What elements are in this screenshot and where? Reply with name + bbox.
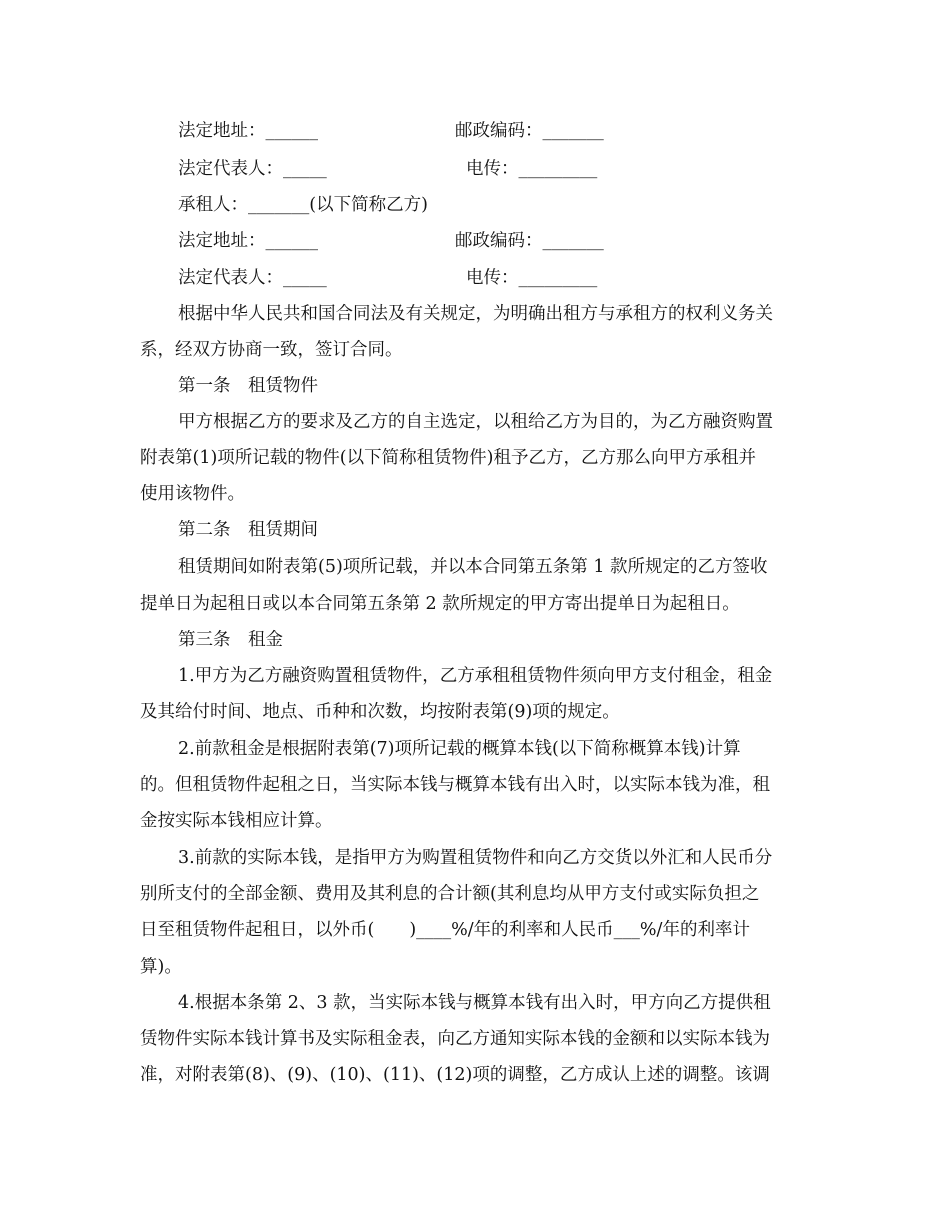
lessee-fax: 电传：_________: [466, 268, 598, 288]
article-3-clause-3-line-2: 别所支付的全部金额、费用及其利息的合计额(其利息均从甲方支付或实际负担之: [140, 884, 760, 904]
intro-line-2: 系，经双方协商一致，签订合同。: [140, 340, 403, 360]
article-3-clause-2-line-2: 的。但租赁物件起租之日，当实际本钱与概算本钱有出入时，以实际本钱为准，租: [140, 775, 770, 795]
article-3-clause-3-line-1: 3.前款的实际本钱，是指甲方为购置租赁物件和向乙方交货以外汇和人民币分: [178, 848, 773, 868]
article-2-line-2: 提单日为起租日或以本合同第五条第 2 款所规定的甲方寄出提单日为起租日。: [140, 594, 740, 614]
lessor-address: 法定地址：______: [178, 121, 318, 141]
article-3-clause-1-line-1: 1.甲方为乙方融资购置租赁物件，乙方承租租赁物件须向甲方支付租金，租金: [178, 666, 773, 686]
article-3-clause-2-line-3: 金按实际本钱相应计算。: [140, 811, 333, 831]
lessee-representative: 法定代表人：_____: [178, 268, 327, 288]
article-3-clause-4-line-2: 赁物件实际本钱计算书及实际租金表，向乙方通知实际本钱的金额和以实际本钱为: [140, 1029, 770, 1049]
article-1-line-3: 使用该物件。: [140, 484, 245, 504]
article-3-clause-3-line-4: 算)。: [140, 957, 182, 977]
lessee-line: 承租人：_______(以下简称乙方): [178, 195, 428, 215]
article-3-title: 第三条 租金: [178, 630, 283, 650]
lessor-fax: 电传：_________: [466, 159, 598, 179]
lessor-representative: 法定代表人：_____: [178, 159, 327, 179]
article-3-clause-1-line-2: 及其给付时间、地点、币种和次数，均按附表第(9)项的规定。: [140, 702, 620, 722]
article-1-line-1: 甲方根据乙方的要求及乙方的自主选定，以租给乙方为目的，为乙方融资购置: [178, 412, 773, 432]
article-2-line-1: 租赁期间如附表第(5)项所记载，并以本合同第五条第 1 款所规定的乙方签收: [178, 557, 768, 577]
article-1-title: 第一条 租赁物件: [178, 376, 318, 396]
lessee-postcode: 邮政编码：_______: [455, 231, 604, 251]
article-2-title: 第二条 租赁期间: [178, 520, 318, 540]
article-3-clause-4-line-1: 4.根据本条第 2、3 款，当实际本钱与概算本钱有出入时，甲方向乙方提供租: [178, 993, 771, 1013]
intro-line-1: 根据中华人民共和国合同法及有关规定，为明确出租方与承租方的权利义务关: [178, 304, 773, 324]
article-3-clause-2-line-1: 2.前款租金是根据附表第(7)项所记载的概算本钱(以下简称概算本钱)计算: [178, 739, 741, 759]
lessor-postcode: 邮政编码：_______: [455, 121, 604, 141]
lessee-address: 法定地址：______: [178, 231, 318, 251]
article-1-line-2: 附表第(1)项所记载的物件(以下简称租赁物件)租予乙方，乙方那么向甲方承租并: [140, 448, 756, 468]
article-3-clause-3-line-3: 日至租赁物件起租日，以外币( )____%/年的利率和人民币___%/年的利率计: [140, 920, 750, 940]
article-3-clause-4-line-3: 准，对附表第(8)、(9)、(10)、(11)、(12)项的调整，乙方成认上述的调整。该调: [140, 1065, 770, 1085]
